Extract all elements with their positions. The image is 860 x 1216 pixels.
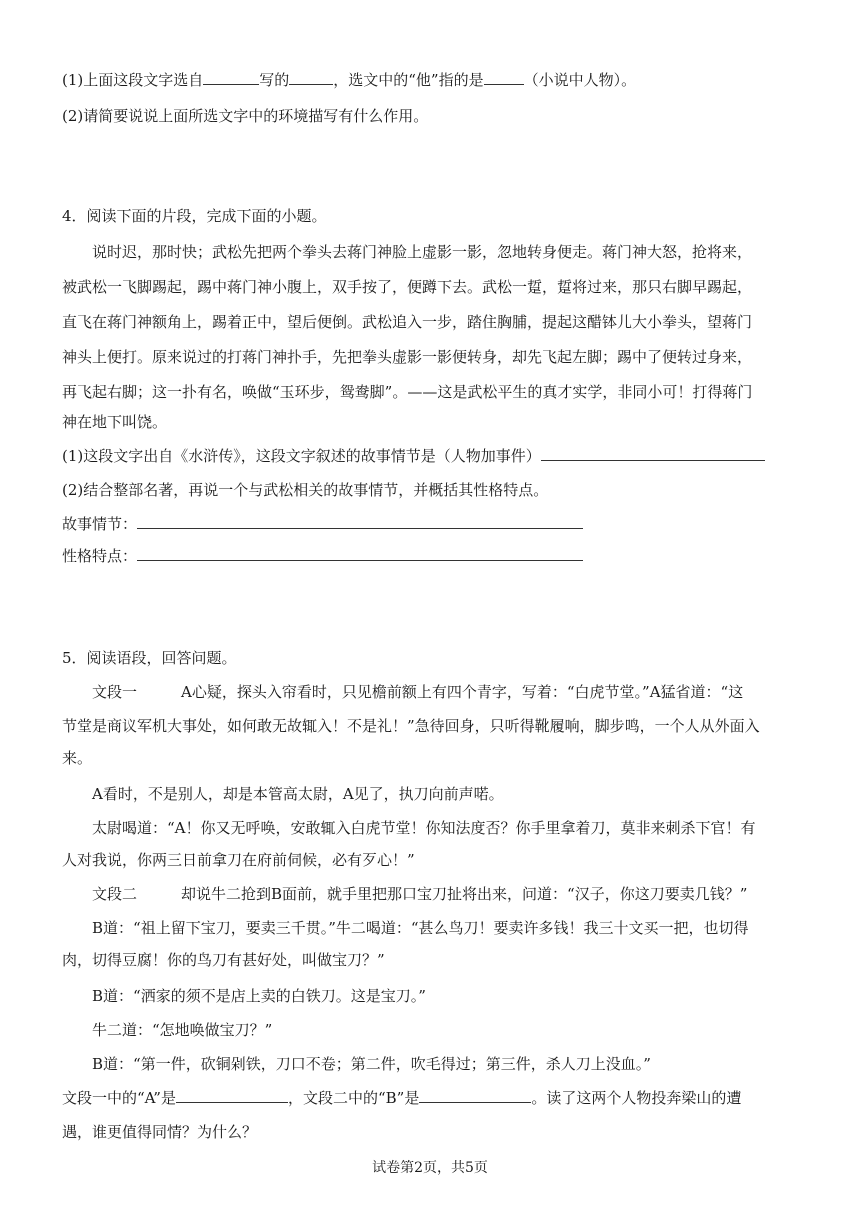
q4-passage-line: 神头上便打。原来说过的打蒋门神扑手，先把拳头虚影一影便转身，却先飞起左脚；踢中了便转过身来， xyxy=(62,348,753,366)
trait-label: 性格特点： xyxy=(62,547,138,565)
answer-blank[interactable] xyxy=(137,546,583,561)
q4-heading: 4．阅读下面的片段，完成下面的小题。 xyxy=(62,207,327,225)
q5-question-cont: 遇，谁更值得同情？为什么？ xyxy=(62,1123,258,1141)
q4-sub1 xyxy=(62,446,765,466)
plot-label: 故事情节： xyxy=(62,515,138,533)
q4-passage-line: 再飞起右脚；这一扑有名，唤做“玉环步，鸳鸯脚”。——这是武松平生的真才实学，非同小可！打得蒋门 xyxy=(62,383,753,401)
page-footer: 试卷第2页，共5页 xyxy=(372,1160,488,1176)
q4-plot-row xyxy=(62,514,583,534)
q5-question-text-c: 。读了这两个人物投奔梁山的遭 xyxy=(531,1089,742,1107)
seg2-text: 却说牛二抢到B面前，就手里把那口宝刀扯将出来，问道：“汉子，你这刀要卖几钱？” xyxy=(181,885,748,903)
q5-heading: 5．阅读语段，回答问题。 xyxy=(62,649,237,667)
q5-paragraph: 人对我说，你两三日前拿刀在府前伺候，必有歹心！” xyxy=(62,851,415,869)
q3-sub2: (2)请简要说说上面所选文字中的环境描写有什么作用。 xyxy=(62,107,429,125)
q5-seg1-line: 节堂是商议军机大事处，如何敢无故辄入！不是礼！”急待回身，只听得靴履响，脚步鸣，一个人从外面入 xyxy=(62,717,760,735)
q3-sub1 xyxy=(62,70,636,90)
q3-sub1-text-c: ，选文中的“他”指的是 xyxy=(333,71,484,89)
segment-label: 文段一 xyxy=(92,683,138,701)
q5-question-text-a: 文段一中的“A”是 xyxy=(62,1089,176,1107)
q5-question-text-b: ，文段二中的“B”是 xyxy=(287,1089,420,1107)
answer-blank[interactable] xyxy=(419,1088,531,1103)
q5-seg1-line: 来。 xyxy=(62,749,93,767)
answer-blank[interactable] xyxy=(176,1088,288,1103)
q5-seg1-line xyxy=(92,682,743,702)
q4-passage-line: 被武松一飞脚踢起，踢中蒋门神小腹上，双手按了，便蹲下去。武松一踅，踅将过来，那只右脚早踢起， xyxy=(62,278,753,296)
q4-passage-line: 神在地下叫饶。 xyxy=(62,413,168,431)
q5-paragraph: A看时，不是别人，却是本管高太尉，A见了，执刀向前声喏。 xyxy=(92,785,504,803)
answer-blank[interactable] xyxy=(484,70,524,85)
answer-blank[interactable] xyxy=(541,446,765,461)
q5-seg2-line xyxy=(92,884,747,904)
answer-blank[interactable] xyxy=(137,514,583,529)
seg1-text: A心疑，探头入帘看时，只见檐前额上有四个青字，写着：“白虎节堂。”A猛省道：“这 xyxy=(181,683,744,701)
q3-sub1-text-b: 写的 xyxy=(259,71,290,89)
q5-paragraph: 肉，切得豆腐！你的鸟刀有甚好处，叫做宝刀？” xyxy=(62,951,385,969)
q3-sub1-text-a: (1)上面这段文字选自 xyxy=(62,71,204,89)
q4-sub2: (2)结合整部名著，再说一个与武松相关的故事情节，并概括其性格特点。 xyxy=(62,481,549,499)
q3-sub1-text-d: （小说中人物）。 xyxy=(523,71,637,89)
answer-blank[interactable] xyxy=(289,70,333,85)
q4-sub1-text: (1)这段文字出自《水浒传》，这段文字叙述的故事情节是（人物加事件） xyxy=(62,447,541,465)
q5-paragraph: 太尉喝道：“A！你又无呼唤，安敢辄入白虎节堂！你知法度否？你手里拿着刀，莫非来刺杀下官！有 xyxy=(92,819,756,837)
segment-label: 文段二 xyxy=(92,885,138,903)
q4-passage-line: 直飞在蒋门神额角上，踢着正中，望后便倒。武松追入一步，踏住胸脯，提起这醋钵儿大小拳头，望蒋门 xyxy=(62,313,753,331)
q4-passage-line: 说时迟，那时快；武松先把两个拳头去蒋门神脸上虚影一影，忽地转身便走。蒋门神大怒，抢将来， xyxy=(92,243,753,261)
q5-paragraph: 牛二道：“怎地唤做宝刀？” xyxy=(92,1021,273,1039)
q5-paragraph: B道：“祖上留下宝刀，要卖三千贯。”牛二喝道：“甚么鸟刀！要卖许多钱！我三十文买一把，也切得 xyxy=(92,919,749,937)
q5-paragraph: B道：“洒家的须不是店上卖的白铁刀。这是宝刀。” xyxy=(92,987,426,1005)
q4-trait-row xyxy=(62,546,583,566)
q5-paragraph: B道：“第一件，砍铜剁铁，刀口不卷；第二件，吹毛得过；第三件，杀人刀上没血。” xyxy=(92,1055,651,1073)
q5-question xyxy=(62,1088,741,1108)
answer-blank[interactable] xyxy=(203,70,259,85)
